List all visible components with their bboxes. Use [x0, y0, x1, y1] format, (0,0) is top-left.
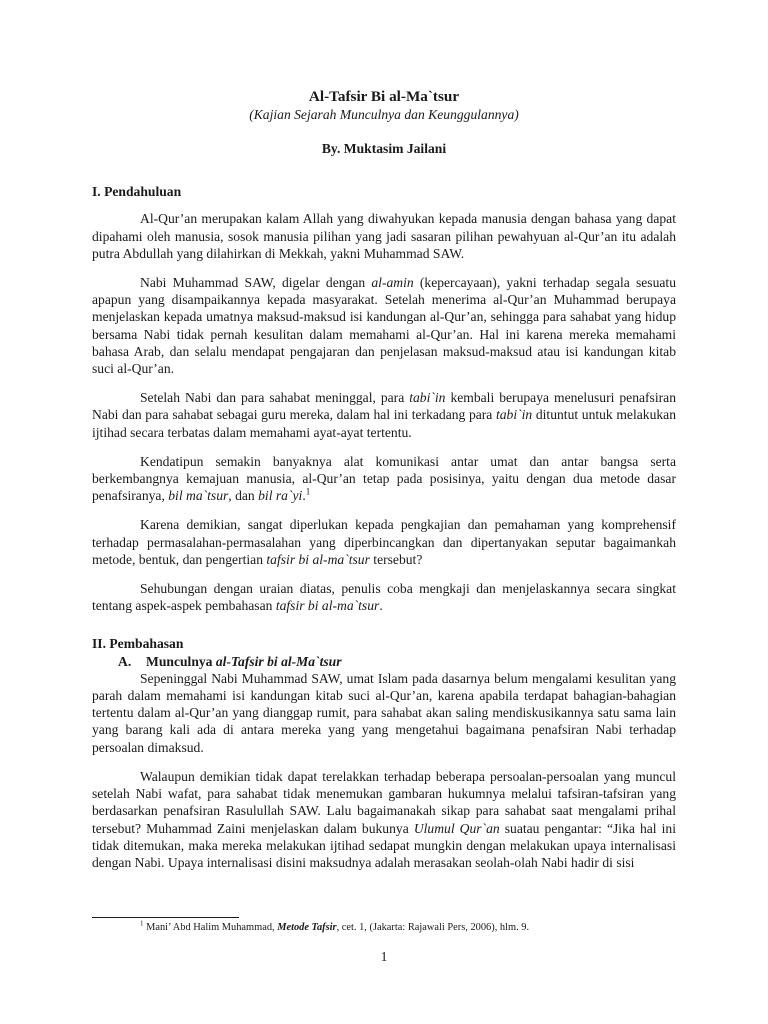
document-subtitle: (Kajian Sejarah Munculnya dan Keunggulannya) [249, 107, 519, 122]
paragraph: Kendatipun semakin banyaknya alat komunikasi antar umat dan antar bangsa serta berkembangnya kemajuan manusia, al-Qur’an tetap pada posisinya, yaitu dengan dua metode dasar penafsiranya, bil ma`tsur, dan bil ra`yi.$^1$ [92, 453, 676, 504]
subsection-heading: A. Munculnya al-Tafsir bi al-Ma`tsur [118, 653, 342, 669]
paragraph: Walaupun demikian tidak dapat terelakkan terhadap beberapa persoalan-persoalan yang muncul setelah Nabi wafat, para sahabat tidak menemukan gambaran hukumnya melalui tafsiran-tafsiran yang berdasarkan penafsiran Rasulullah SAW. Lalu bagaimanakah sikap para sahabat saat mengalami prihal tersebut? Muhammad Zaini menjelaskan dalam bukunya Ulumul Qur`an suatau pengantar: “Jika hal ini tidak ditemukan, maka mereka melakukan ijtihad sedapat mungkin dengan melakukan upaya internalisasi dengan Nabi. Upaya internalisasi disini maksudnya adalah merasakan seolah-olah Nabi hadir di sisi [92, 768, 676, 870]
author-line: By. Muktasim Jailani [321, 141, 447, 156]
paragraph: Sehubungan dengan uraian diatas, penulis coba mengkaji dan menjelaskannya secara singkat tentang aspek-aspek pembahasan tafsir bi al-ma`tsur. [92, 581, 676, 614]
section-heading-pembahasan: II. Pembahasan [92, 636, 184, 652]
section-heading-pendahuluan: I. Pendahuluan [92, 184, 182, 200]
paragraph: Setelah Nabi dan para sahabat meninggal, para tabi`in kembali berupaya menelusuri penafsiran Nabi dan para sahabat sebagai guru mereka, dalam hal ini terkadang para tabi`in dituntut untuk melakukan ijtihad secara terbatas dalam memahami ayat-ayat tertentu. [92, 390, 676, 440]
page-number: 1 [380, 949, 388, 964]
paragraph: Karena demikian, sangat diperlukan kepada pengkajian dan pemahaman yang komprehensif terhadap permasalahan-permasalahan yang diperbincangkan dan dipertanyakan seputar bagaimankah metode, bentuk, dan pengertian tafsir bi al-ma`tsur tersebut? [92, 517, 676, 567]
paragraph: Nabi Muhammad SAW, digelar dengan al-amin (kepercayaan), yakni terhadap segala sesuatu apapun yang disampaikannya kepada masyarakat. Setelah menerima al-Qur’an Muhammad berupaya menjelaskan kepada umatnya maksud-maksud isi kandungan al-Qur’an, sehingga para sahabat yang hidup bersama Nabi tidak pernah kesulitan dalam memahami al-Qur’an. Hal ini karena mereka memahami bahasa Arab, dan selalu mendapat pengajaran dan penjelasan maksud-maksud atau isi kandungan kitab suci al-Qur’an. [92, 275, 677, 377]
document-title: Al-Tafsir Bi al-Ma`tsur [308, 88, 460, 105]
footnote: $^1$ Mani’ Abd Halim Muhammad, Metode Tafsir, cet. 1, (Jakarta: Rajawali Pers, 2006), hlm. 9. [140, 919, 530, 933]
paragraph: Al-Qur’an merupakan kalam Allah yang diwahyukan kepada manusia dengan bahasa yang dapat dipahami oleh manusia, sosok manusia pilihan yang jadi sasaran pilihan pewahyuan al-Qur’an itu adalah putra Abdullah yang dilahirkan di Mekkah, yakni Muhammad SAW. [92, 211, 676, 261]
page-content [92, 88, 676, 871]
footnote-reference: 1 [305, 486, 311, 497]
footnote-separator [92, 917, 239, 918]
paragraph: Sepeninggal Nabi Muhammad SAW, umat Islam pada dasarnya belum mengalami kesulitan yang parah dalam memahami isi kandungan kitab suci al-Qur’an, karena apabila terdapat bahagian-bahagian tertentu dalam al-Qur’an yang dianggap rumit, para sahabat akan saling mendiskusikannya satu sama lain yang barang kali ada di antara mereka yang yang mengetahui bagaimana penafsiran Nabi terhadap persoalan dimaksud. [92, 670, 676, 755]
